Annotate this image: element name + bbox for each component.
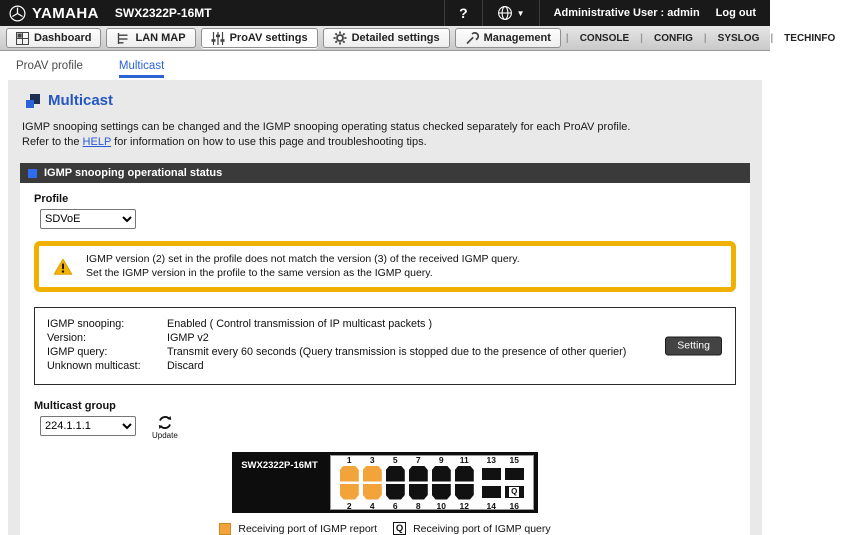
port-11 xyxy=(455,466,474,482)
profile-select[interactable] xyxy=(40,209,136,229)
port-column xyxy=(481,455,502,511)
port-number: 13 xyxy=(486,454,497,465)
tab-label: Dashboard xyxy=(34,32,92,44)
wrench-icon xyxy=(465,31,479,45)
port-3 xyxy=(363,466,382,482)
update-button[interactable] xyxy=(152,415,178,440)
console-link[interactable]: CONSOLE xyxy=(579,32,630,44)
port-number: 16 xyxy=(509,500,520,511)
logged-in-user: Administrative User : admin xyxy=(553,7,700,19)
status-row xyxy=(47,359,723,373)
blue-square-icon xyxy=(28,169,37,178)
query-legend-label: Receiving port of IGMP query xyxy=(413,522,551,535)
warning-text xyxy=(86,253,520,280)
profile-label: Profile xyxy=(34,193,69,205)
config-link[interactable]: CONFIG xyxy=(653,32,693,44)
port-number: 7 xyxy=(415,454,421,465)
port-number: 14 xyxy=(486,500,497,511)
port-12 xyxy=(455,484,474,500)
status-value: Discard xyxy=(167,360,204,372)
port-column xyxy=(339,455,360,511)
port-number: 10 xyxy=(436,500,447,511)
description-line-1: IGMP snooping settings can be changed and the IGMP snooping operating status checked separately for each ProAV profile. xyxy=(22,121,631,133)
description-line-2-prefix: Refer to the xyxy=(22,136,83,148)
help-link[interactable]: HELP xyxy=(82,136,112,148)
query-badge-icon: Q xyxy=(393,522,406,535)
multicast-group-select[interactable] xyxy=(40,416,136,436)
port-number: 9 xyxy=(438,454,444,465)
port-column xyxy=(408,455,429,511)
port-7 xyxy=(409,466,428,482)
sub-tab-bar xyxy=(0,51,770,78)
port-9 xyxy=(432,466,451,482)
warning-line-1: IGMP version (2) set in the profile does not match the version (3) of the received IGMP query. xyxy=(86,253,520,265)
subtab-multicast[interactable]: Multicast xyxy=(119,60,164,78)
status-box xyxy=(34,307,736,385)
techinfo-link[interactable]: TECHINFO xyxy=(784,32,836,44)
port-13 xyxy=(482,468,501,480)
refresh-icon xyxy=(157,415,173,430)
tab-label: ProAV settings xyxy=(229,32,308,44)
port-column xyxy=(504,455,525,511)
legend xyxy=(32,522,738,535)
status-row xyxy=(47,345,723,359)
page-description xyxy=(22,120,750,150)
divider: | xyxy=(770,32,774,44)
description-line-2-suffix: for information on how to use this page and troubleshooting tips. xyxy=(111,136,427,148)
warning-box xyxy=(34,241,736,292)
port-number: 4 xyxy=(369,500,375,511)
dashboard-icon xyxy=(16,32,29,45)
warning-triangle-icon xyxy=(53,258,73,276)
port-number: 11 xyxy=(459,454,469,465)
port-number: 8 xyxy=(415,500,421,511)
section-title: IGMP snooping operational status xyxy=(44,167,223,179)
tab-proav-settings[interactable] xyxy=(201,28,318,48)
subtab-proav-profile[interactable]: ProAV profile xyxy=(16,60,83,72)
port-number: 2 xyxy=(346,500,352,511)
port-14 xyxy=(482,486,501,498)
port-column xyxy=(454,455,475,511)
port-number: 3 xyxy=(369,454,375,465)
status-value: IGMP v2 xyxy=(167,332,209,344)
divider: | xyxy=(565,32,569,44)
report-port-swatch xyxy=(219,523,231,535)
tree-map-icon xyxy=(116,32,130,45)
status-value: Transmit every 60 seconds (Query transmission is stopped due to the presence of other querier) xyxy=(167,346,627,358)
port-query-badge: Q xyxy=(511,486,518,496)
section-header xyxy=(20,163,750,183)
help-button[interactable]: ? xyxy=(459,5,468,21)
port-grid xyxy=(330,455,534,510)
port-4 xyxy=(363,484,382,500)
globe-icon xyxy=(497,5,513,21)
status-row xyxy=(47,331,723,345)
page-title-text: Multicast xyxy=(48,92,114,109)
port-5 xyxy=(386,466,405,482)
status-label: IGMP snooping: xyxy=(47,318,125,330)
port-column xyxy=(362,455,383,511)
port-column xyxy=(385,455,406,511)
report-legend-label: Receiving port of IGMP report xyxy=(238,522,378,535)
status-row xyxy=(47,317,723,331)
port-8 xyxy=(409,484,428,500)
switch-model-label: SWX2322P-16MT xyxy=(241,460,318,471)
tab-management[interactable] xyxy=(455,28,561,48)
status-label: IGMP query: xyxy=(47,346,108,358)
port-number: 1 xyxy=(346,454,352,465)
status-value: Enabled ( Control transmission of IP multicast packets ) xyxy=(167,318,433,330)
switch-graphic xyxy=(232,452,538,513)
main-tab-bar xyxy=(0,26,836,51)
port-6 xyxy=(386,484,405,500)
update-label: Update xyxy=(152,431,178,440)
page-title xyxy=(26,92,750,109)
tab-label: Detailed settings xyxy=(351,32,440,44)
port-number: 6 xyxy=(392,500,398,511)
divider: | xyxy=(640,32,643,44)
section-body xyxy=(20,183,750,535)
port-2 xyxy=(340,484,359,500)
tab-detailed-settings[interactable] xyxy=(323,28,450,48)
tab-lan-map[interactable] xyxy=(106,28,195,48)
utility-links xyxy=(566,33,846,44)
yamaha-logo xyxy=(0,5,103,22)
content-area xyxy=(8,80,762,535)
port-number: 15 xyxy=(509,454,520,465)
yamaha-tuning-fork-icon xyxy=(9,5,26,22)
port-10 xyxy=(432,484,451,500)
tab-dashboard[interactable] xyxy=(6,28,101,48)
port-number: 12 xyxy=(459,500,470,511)
port-number: 5 xyxy=(392,454,398,465)
tab-label: LAN MAP xyxy=(135,32,186,44)
brand-name: YAMAHA xyxy=(32,4,99,22)
warning-line-2: Set the IGMP version in the profile to the same version as the IGMP query. xyxy=(86,266,433,279)
multicast-group-label: Multicast group xyxy=(34,400,116,412)
sliders-icon xyxy=(211,32,225,45)
divider: | xyxy=(703,32,707,44)
overlapping-squares-icon xyxy=(26,94,40,108)
language-selector[interactable] xyxy=(483,0,539,26)
tab-label: Management xyxy=(483,32,551,44)
logout-button[interactable]: Log out xyxy=(715,7,756,19)
setting-button[interactable]: Setting xyxy=(665,337,722,356)
gear-icon xyxy=(333,31,347,45)
status-label: Unknown multicast: xyxy=(47,360,141,372)
syslog-link[interactable]: SYSLOG xyxy=(717,32,760,44)
top-bar xyxy=(0,0,770,26)
chevron-down-icon: ▼ xyxy=(516,8,525,18)
port-1 xyxy=(340,466,359,482)
status-label: Version: xyxy=(47,332,87,344)
port-16 xyxy=(505,486,524,498)
device-model: SWX2322P-16MT xyxy=(114,6,212,20)
port-15 xyxy=(505,468,524,480)
port-column xyxy=(431,455,452,511)
